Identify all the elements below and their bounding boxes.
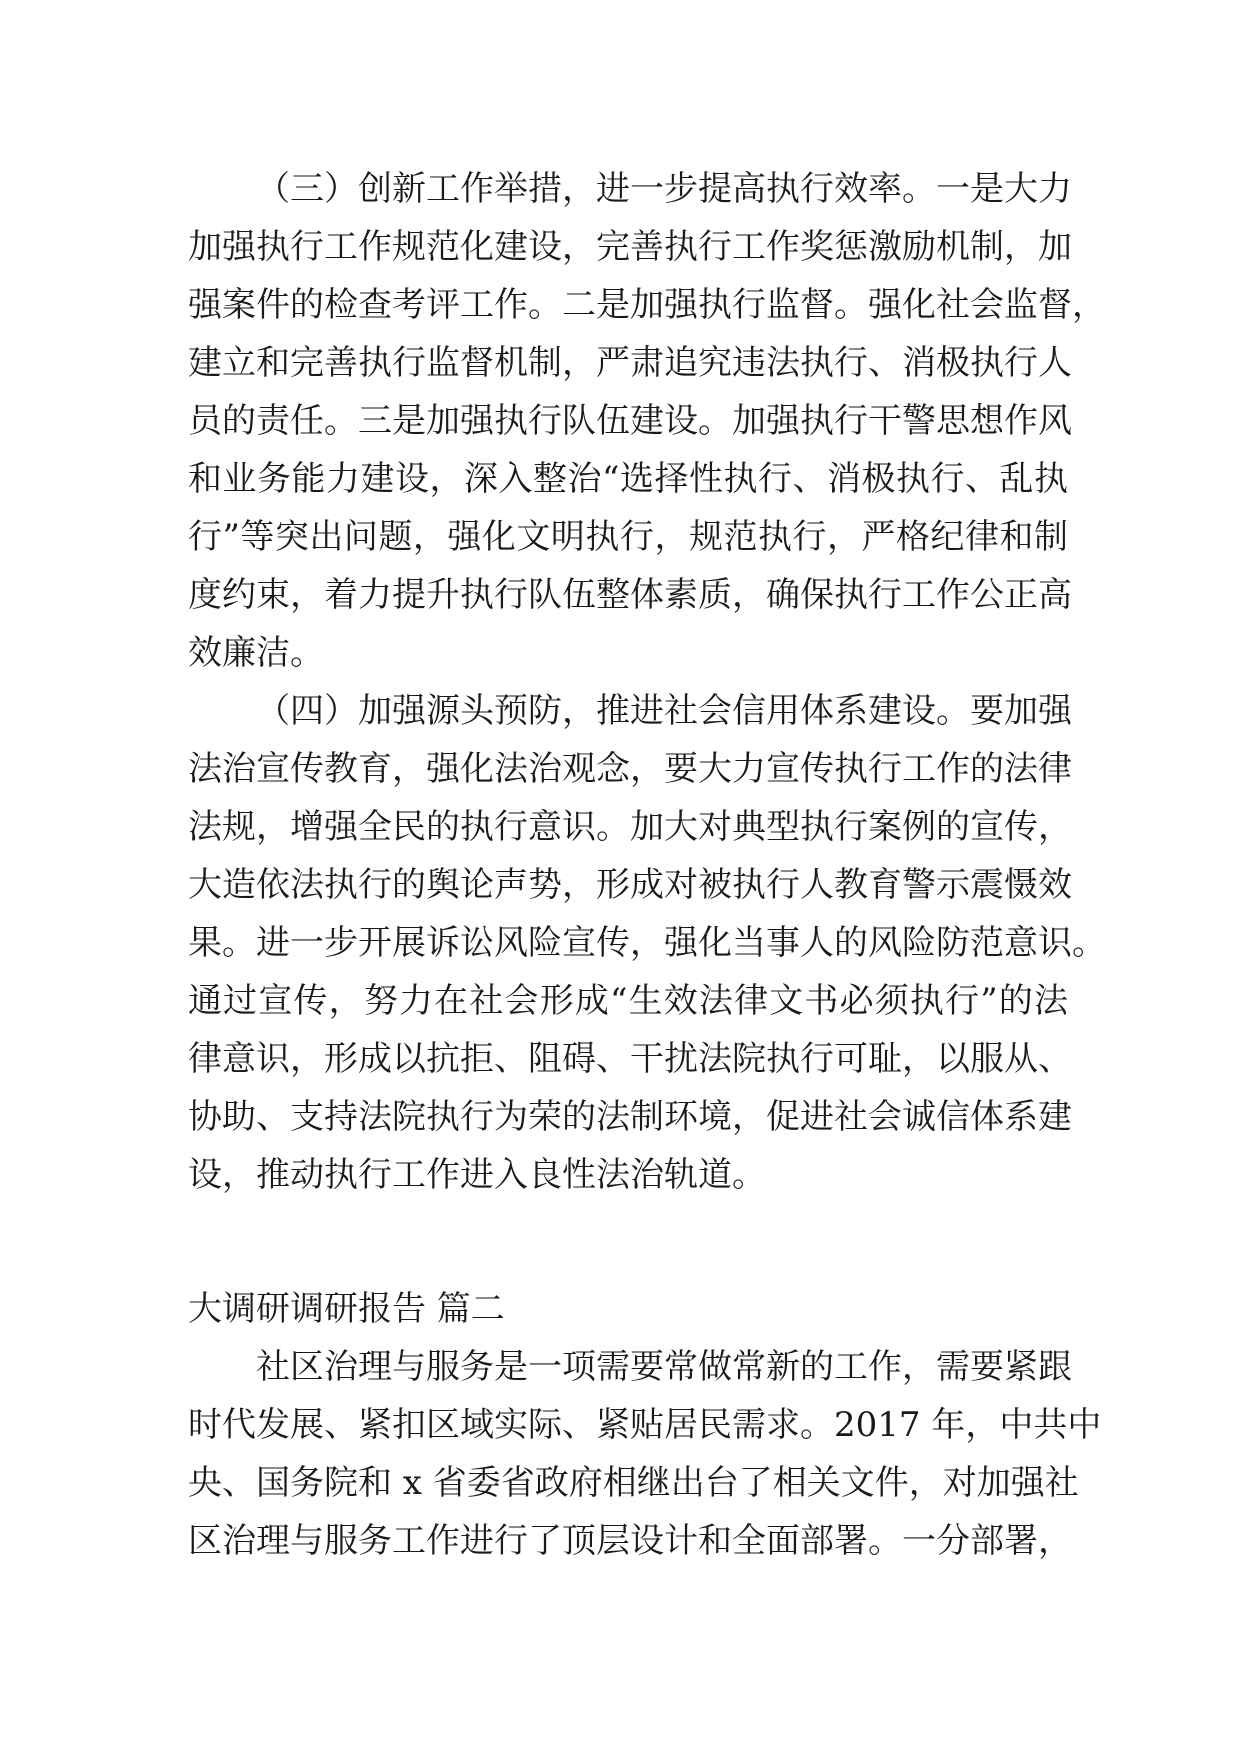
paragraph-line: 社区治理与服务是一项需要常做常新的工作，需要紧跟: [256, 1347, 1072, 1387]
paragraph-line: 建立和完善执行监督机制，严肃追究违法执行、消极执行人: [188, 343, 1072, 383]
paragraph-line: 行”等突出问题，强化文明执行，规范执行，严格纪律和制: [188, 517, 1068, 557]
paragraph-line: （三）创新工作举措，进一步提高执行效率。一是大力: [256, 169, 1072, 209]
paragraph-line: 员的责任。三是加强执行队伍建设。加强执行干警思想作风: [188, 401, 1072, 441]
paragraph-line: 设，推动执行工作进入良性法治轨道。: [188, 1155, 766, 1195]
body-text-upper: [188, 160, 1106, 1204]
paragraph-line: 强案件的检查考评工作。二是加强执行监督。强化社会监督，: [188, 285, 1106, 325]
paragraph-line: 加强执行工作规范化建设，完善执行工作奖惩激励机制，加: [188, 227, 1072, 267]
paragraph-line: 果。进一步开展诉讼风险宣传，强化当事人的风险防范意识。: [188, 923, 1106, 963]
paragraph-line: （四）加强源头预防，推进社会信用体系建设。要加强: [256, 691, 1072, 731]
paragraph-line: 度约束，着力提升执行队伍整体素质，确保执行工作公正高: [188, 575, 1072, 615]
paragraph-line: 通过宣传，努力在社会形成“生效法律文书必须执行”的法: [188, 981, 1068, 1021]
paragraph-line: 时代发展、紧扣区域实际、紧贴居民需求。2017 年，中共中: [188, 1405, 1102, 1445]
paragraph-line: 律意识，形成以抗拒、阻碍、干扰法院执行可耻，以服从、: [188, 1039, 1072, 1079]
paragraph-line: 大造依法执行的舆论声势，形成对被执行人教育警示震慑效: [188, 865, 1072, 905]
paragraph-line: 和业务能力建设，深入整治“选择性执行、消极执行、乱执: [188, 459, 1068, 499]
section-heading: 大调研调研报告 篇二: [188, 1289, 505, 1329]
paragraph-line: 央、国务院和 x 省委省政府相继出台了相关文件，对加强社: [188, 1463, 1079, 1503]
paragraph-line: 协助、支持法院执行为荣的法制环境，促进社会诚信体系建: [188, 1097, 1072, 1137]
paragraph-line: 法规，增强全民的执行意识。加大对典型执行案例的宣传，: [188, 807, 1072, 847]
paragraph-line: 效廉洁。: [188, 633, 324, 673]
paragraph-line: 法治宣传教育，强化法治观念，要大力宣传执行工作的法律: [188, 749, 1072, 789]
body-text-lower: [188, 1280, 1102, 1570]
paragraph-line: 区治理与服务工作进行了顶层设计和全面部署。一分部署，: [188, 1521, 1072, 1561]
